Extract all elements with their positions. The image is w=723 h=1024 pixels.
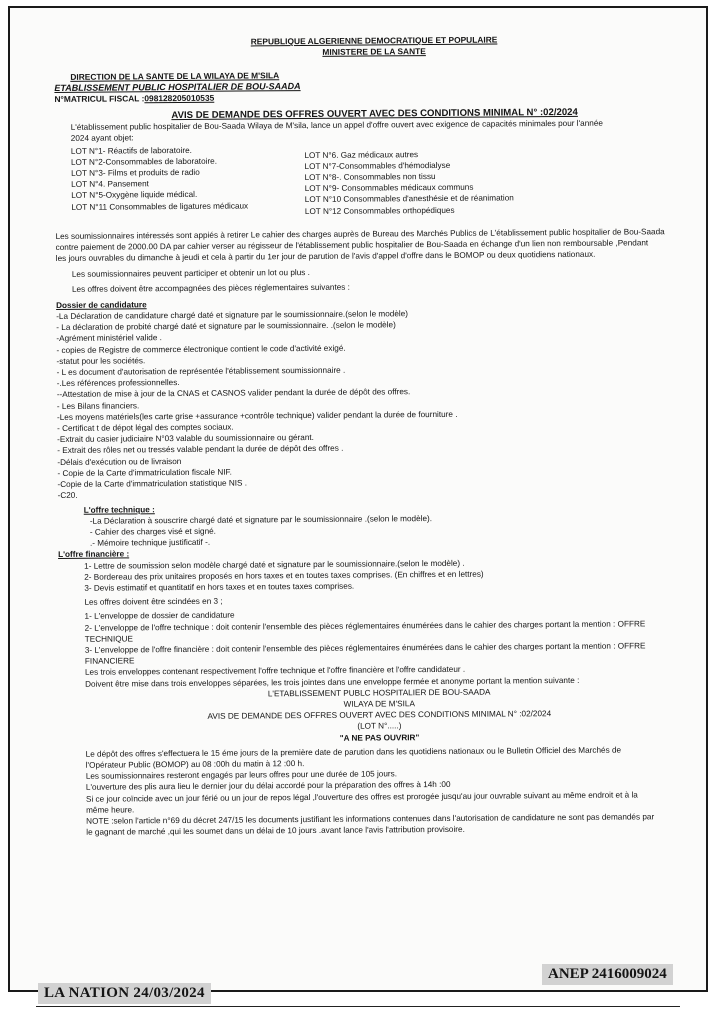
intro-line-2: 2024 ayant objet:: [70, 133, 134, 144]
list-item: 3- Devis estimatif et quantitatif en hors taxes et en toutes taxes comprises.: [84, 581, 355, 593]
participate-line: Les soumissionnaires peuvent participer et obtenir un lot ou plus .: [71, 268, 310, 280]
list-item: -La Déclaration à souscrire chargé daté et signature par le soumissionnaire .(selon le modèle).: [89, 513, 433, 526]
list-item: - Certificat t de dépot légal des comptes sociaux.: [57, 422, 234, 434]
conditions-paragraph: [56, 226, 696, 265]
envelopes-list: [59, 606, 700, 689]
list-item: 1- L'enveloppe de dossier de candidature: [84, 610, 235, 622]
establishment-heading: ETABLISSEMENT PUBLIC HOSPITALIER DE BOU-SAADA: [54, 81, 301, 93]
conditions-line: les jours ouvrables du dimanche à jeudi et cela à partir du 1er jour de parution de l'avis d'appel d'offre dans le BOMOP ou deux quotidiens nationaux.: [55, 249, 596, 264]
mention-line: WILAYA DE M'SILA: [343, 699, 415, 709]
list-item: .- Mémoire technique justificatif -.: [89, 537, 211, 548]
list-item: - Copie de la Carte d'immatriculation fiscale NIF.: [57, 467, 232, 478]
conditions-line: contre paiement de 2000.00 DA par cahier verser au régisseur de l'établissement public hospitalier de Bou-Saada en échange d'un lien non remboursable ,Pendant: [55, 238, 649, 253]
conditions-line: Les soumissionnaires intéressés sont appiés à retirer Le cahier des charges auprès de Bureau des Marchés Publics de L'établissement public hospitalier de Bou-Saada: [55, 227, 665, 241]
list-item: - Cahier des charges visé et signé.: [89, 526, 216, 537]
lot-item: LOT N°6. Gaz médicaux autres: [304, 149, 419, 160]
lot-item: LOT N°10 Consommables d'anesthésie et de réanimation: [304, 193, 514, 205]
financiere-title: L'offre financière :: [58, 549, 130, 560]
newspaper-badge: LA NATION 24/03/2024: [38, 983, 211, 1004]
bottom-divider: [36, 1006, 680, 1007]
pieces-intro: Les offres doivent être accompagnées des pièces réglementaires suivantes :: [71, 282, 350, 294]
list-item: Doivent être mise dans trois enveloppes séparées, les trois jointes dans une enveloppe fermée et anonyme portant la mention suivante :: [85, 675, 580, 689]
lot-item: LOT N°7-Consommables d'hémodialyse: [304, 160, 451, 171]
list-item: --Attestation de mise à jour de la CNAS et CASNOS valider pendant la durée de dépôt des offres.: [56, 387, 411, 400]
envelopes-intro: Les offres doivent être scindées en 3 ;: [84, 596, 223, 607]
lot-item: LOT N°11 Consommables de ligatures médicaux: [71, 201, 249, 212]
lot-item: LOT N°5-Oxygène liquide médical.: [71, 190, 198, 201]
lot-item: LOT N°2-Consommables de laboratoire.: [70, 156, 218, 167]
fiscal-label: N°MATRICUL FISCAL :: [54, 93, 145, 104]
notice-title: AVIS DE DEMANDE DES OFFRES OUVERT AVEC DES CONDITIONS MINIMAL N° :02/2024: [171, 106, 578, 122]
lots-left-column: [71, 144, 305, 219]
document-page: [8, 6, 708, 992]
mention-line: "A NE PAS OUVRIR": [339, 732, 420, 743]
list-item: 2- Bordereau des prix unitaires proposés en hors taxes et en toutes taxes comprises. (En chiffres et en lettres): [84, 569, 484, 582]
list-item: - Extrait des rôles net ou tressés valable pendant la durée de dépôt des offres .: [57, 444, 344, 456]
closing-line: NOTE :selon l'article n°69 du décret 247/15 les documents justifiant les informations contenues dans l'autorisation de candidature ne sont pas demandés par: [86, 812, 655, 826]
envelope-mention: [59, 685, 699, 746]
list-item: Les trois enveloppes contenant respectivement l'offre technique et l'offre financière et l'offre candidateur .: [84, 665, 466, 678]
technique-list: [58, 511, 698, 550]
closing-paragraph: [60, 744, 701, 839]
lot-item: LOT N°8-. Consommables non tissu: [304, 172, 436, 183]
list-item: -La Déclaration de candidature chargé daté et signature par le soumissionnaire.(selon le modèle): [56, 309, 409, 322]
list-item: -C20.: [57, 491, 78, 501]
list-item: - copies de Registre de commerce électronique contient le code d'activité exigé.: [56, 343, 346, 355]
mention-line: L'ETABLISSEMENT PUBLC HOSPITALIER DE BOU-SAADA: [267, 687, 491, 699]
intro-line-1: L'établissement public hospitalier de Bou-Saada Wilaya de M'sila, lance un appel d'offre ouvert avec exigence de capacités minimales pour l'année: [70, 118, 603, 133]
lot-item: LOT N°12 Consommables orthopédiques: [304, 205, 455, 216]
lot-item: LOT N°1- Réactifs de laboratoire.: [70, 145, 192, 156]
dossier-list: [56, 306, 697, 501]
technique-title: L'offre technique :: [83, 504, 155, 515]
list-item: -Extrait du casier judiciaire N°03 valable du soumissionnaire ou gérant.: [57, 433, 314, 445]
list-item: 3- L'enveloppe de l'offre financière : doit contenir l'ensemble des pièces réglementaires énumérées dans le cahier des charges portant la mention : OFFRE: [84, 641, 646, 655]
closing-line: L'ouverture des plis aura lieu le dernier jour du délai accordé pour la préparation des offres à 14h :00: [85, 780, 451, 793]
financiere-list: [58, 555, 698, 594]
list-item: -Agrément ministériel valide .: [56, 333, 162, 344]
lot-item: LOT N°9- Consommables médicaux communs: [304, 182, 474, 194]
list-item: TECHNIQUE: [84, 634, 133, 644]
lots-right-column: [304, 147, 631, 217]
list-item: -.Les références professionnelles.: [56, 378, 180, 389]
dossier-title: Dossier de candidature: [56, 300, 147, 310]
lots-list: [71, 141, 632, 219]
lot-item: LOT N°3- Films et produits de radio: [71, 167, 200, 178]
mention-line: AVIS DE DEMANDE DES OFFRES OUVERT AVEC DES CONDITIONS MINIMAL N° :02/2024: [207, 709, 552, 721]
list-item: -statut pour les sociétés.: [56, 356, 146, 366]
mention-line: (LOT N°.....): [357, 721, 402, 731]
lot-item: LOT N°4. Pansement: [71, 179, 149, 190]
anep-badge: ANEP 2416009024: [542, 964, 673, 985]
list-item: FINANCIERE: [84, 656, 135, 666]
closing-line: le gagnant de marché ,qui les soumet dans un délai de 10 jours .avant lance l'avis l'attribution provisoire.: [86, 824, 465, 837]
closing-line: l'Opérateur Public (BOMOP) au 08 :00h du matin à 12 :00 h.: [85, 759, 305, 770]
fiscal-number: 098128205010535: [144, 92, 215, 104]
list-item: -Les moyens matériels(les carte grise +assurance +contrôle technique) valider pendant la durée de fourniture .: [56, 409, 458, 422]
list-item: - L es document d'autorisation de représentée l'établissement soumissionnaire .: [56, 365, 346, 378]
list-item: - La déclaration de probité chargé daté et signature par le soumissionnaire. .(selon le modèle): [56, 320, 396, 333]
closing-line: même heure.: [86, 805, 135, 815]
ministry-heading: MINISTERE DE LA SANTE: [322, 46, 426, 57]
direction-heading: DIRECTION DE LA SANTE DE LA WILAYA DE M'SILA: [70, 70, 280, 82]
document-content: [54, 33, 700, 838]
list-item: - Les Bilans financiers.: [56, 401, 140, 411]
list-item: -Copie de la Carte d'immatriculation statistique NIS .: [57, 478, 248, 490]
list-item: 2- L'enveloppe de l'offre technique : doit contenir l'ensemble des pièces réglementaires énumérées dans le cahier des charges portant la mention : OFFRE: [84, 618, 646, 633]
list-item: 1- Lettre de soumission selon modèle chargé daté et signature par le soumissionnaire.(selon le modèle) .: [84, 558, 465, 571]
closing-line: Le dépôt des offres s'effectuera le 15 éme jours de la première date de parution dans les quotidiens nationaux ou le Bulletin Officiel des Marchés de: [85, 745, 622, 759]
republic-heading: REPUBLIQUE ALGERIENNE DEMOCRATIQUE ET POPULAIRE: [250, 34, 498, 47]
closing-line: Si ce jour coïncide avec un jour férié ou un jour de repos légal ,l'ouverture des offres est prorogée jusqu'au jour ouvrable suivant au même endroit et à la: [85, 790, 638, 804]
list-item: -Délais d'exécution ou de livraison: [57, 456, 182, 467]
closing-line: Les soumissionnaires resteront engagés par leurs offres pour une durée de 105 jours.: [85, 769, 397, 781]
